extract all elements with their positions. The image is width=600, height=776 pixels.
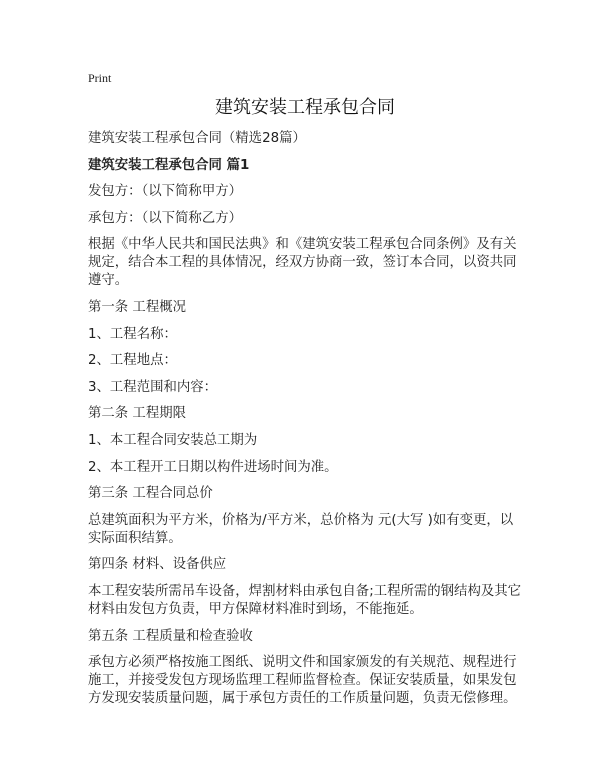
paragraph: 1、本工程合同安装总工期为 <box>88 432 258 448</box>
paragraph: 总建筑面积为平方米，价格为/平方米，总价格为 元(大写 )如有变更，以实际面积结算。 <box>88 512 514 546</box>
paragraph: 第五条 工程质量和检查验收 <box>88 628 253 644</box>
paragraph: 承包方必须严格按施工图纸、说明文件和国家颁发的有关规范、规程进行施工，并接受发包方现场监理工程师监督检查。保证安装质量，如果发包方发现安装质量问题，属于承包方责任的工作质量问题，负责无偿修理。 <box>88 655 517 707</box>
paragraph: 第二条 工程期限 <box>88 406 186 422</box>
document-title: 建筑安装工程承包合同 <box>215 97 395 118</box>
paragraph: 根据《中华人民共和国民法典》和《建筑安装工程承包合同条例》及有关规定，结合本工程的具体情况，经双方协商一致，签订本合同，以资共同遵守。 <box>88 237 517 289</box>
paragraph: 承包方：（以下简称乙方） <box>88 210 242 226</box>
subtitle: 建筑安装工程承包合同（精选28篇） <box>88 131 306 146</box>
paragraph: 第三条 工程合同总价 <box>88 486 213 502</box>
paragraph: 2、本工程开工日期以构件进场时间为准。 <box>88 459 338 475</box>
paragraph: 发包方：（以下简称甲方） <box>88 184 242 200</box>
document-page <box>88 70 522 717</box>
paragraph: 第四条 材料、设备供应 <box>88 557 227 573</box>
paragraph: 第一条 工程概况 <box>88 299 186 315</box>
paragraph: 3、工程范围和内容： <box>88 379 218 395</box>
paragraph: 本工程安装所需吊车设备，焊割材料由承包自备;工程所需的钢结构及其它材料由发包方负责，甲方保障材料准时到场，不能拖延。 <box>88 583 522 617</box>
print-link[interactable]: Print <box>88 71 112 85</box>
paragraph: 2、工程地点： <box>88 353 177 369</box>
paragraph: 1、工程名称： <box>88 326 177 342</box>
section-heading: 建筑安装工程承包合同 篇1 <box>88 157 250 173</box>
